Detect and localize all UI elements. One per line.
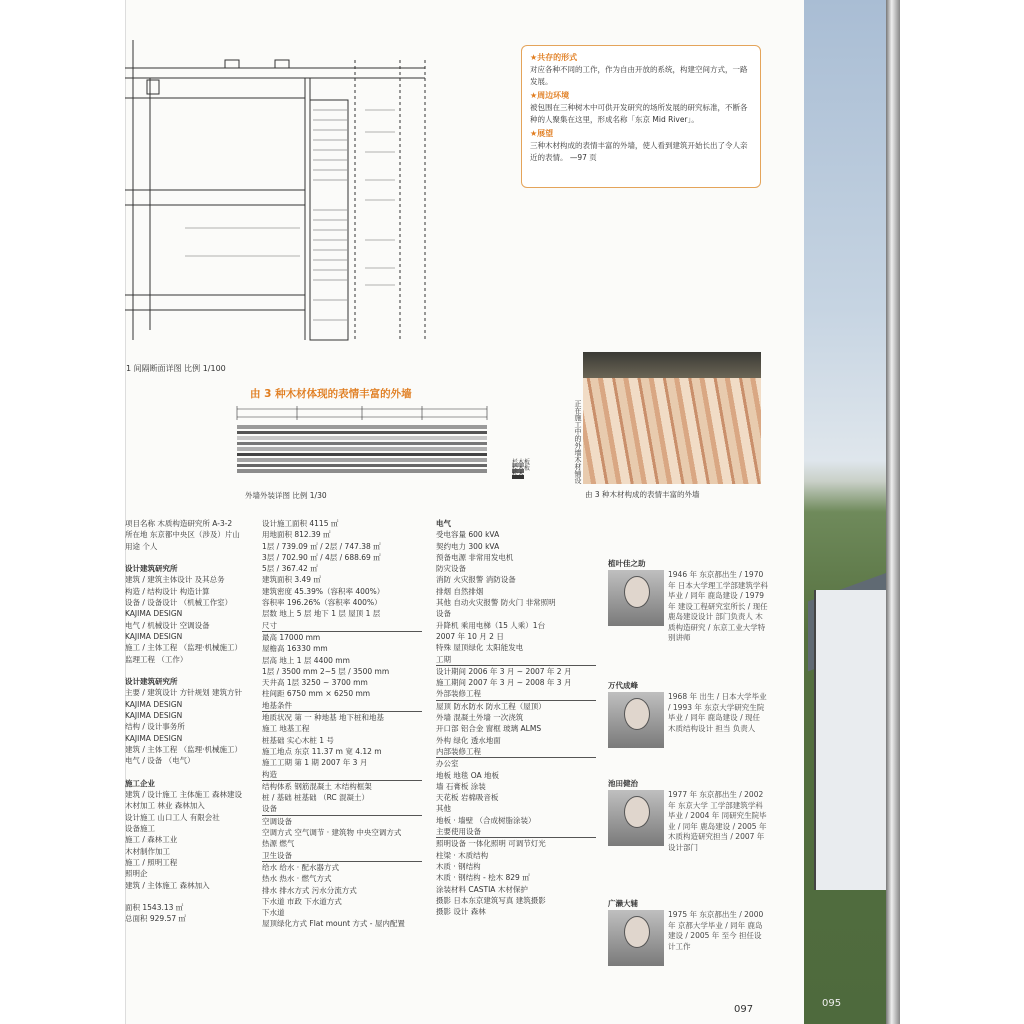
profile-bio: 1975 年 东京都出生 / 2000 年 京都大学毕业 / 同年 鹿岛建设 / 2005 年 至今 担任设计工作 [668,910,764,951]
spec-line: 设备施工 [125,824,155,834]
spec-line: 空调方式 空气调节 · 建筑物 中央空调方式 [262,828,402,838]
spec-column-1 [125,518,247,925]
spec-line: 容积率 196.26%（容积率 400%） [262,598,382,608]
section-title: 由 3 种木材体现的表情丰富的外墙 [250,388,412,400]
building-exterior-photo [804,0,886,1024]
spec-line: 屋檐高 16330 mm [262,644,328,654]
spec-line: 项目名称 木质构造研究所 A-3-2 [125,519,233,528]
profile-name: 万代成峰 [608,681,638,690]
spec-line: 其他 [436,804,451,814]
spec-line: 监理工程 （工作） [125,654,188,664]
spec-line: 构造 [262,769,422,781]
facing-page-number: 095 [822,998,842,1009]
spec-line: 施工工期 第 1 期 2007 年 3 月 [262,758,368,768]
spec-line: 所在地 东京都中央区（涉及）片山 [125,530,240,540]
note-text: 对应各种不同的工作，作为自由开放的系统，构建空间方式，一路发展。 [530,65,748,86]
elevation-legend [512,460,530,478]
spec-line: 尺寸 [262,620,422,632]
spec-line [125,552,247,563]
spec-line: 1层 / 3500 mm 2~5 层 / 3500 mm [262,666,390,676]
spec-line: KAJIMA DESIGN [125,699,183,709]
spec-line [125,767,247,778]
spec-line: KAJIMA DESIGN [125,609,183,619]
legend-item: 杉木板 [512,459,531,466]
spec-line: 施工 地基工程 [262,724,310,734]
spec-line: 5层 / 367.42 ㎡ [262,564,318,574]
spec-line: 办公室 [436,759,459,769]
spec-line: 设备 [262,803,422,815]
spec-line: 设备 / 设备设计 （机械工作室） [125,598,233,608]
note-heading: ★共存的形式 [530,53,578,62]
spec-line: 地基条件 [262,700,422,712]
spec-line: 天花板 岩棉吸音板 [436,793,499,803]
spec-line: 地板 地毯 OA 地板 [436,770,500,780]
spec-column-3 [436,518,596,917]
spec-line: 卫生设备 [262,850,422,862]
note-text: 三种木材构成的表情丰富的外墙，使人看到建筑开始长出了令人亲近的表情。 —97 页 [530,141,748,162]
spec-line: 建筑面积 3.49 ㎡ [262,575,321,585]
profile-bio: 1977 年 东京都出生 / 2002 年 东京大学 工学部建筑学科毕业 / 2004 年 同研究生院毕业 / 同年 鹿岛建设 / 2005 年 木质构造研究担当 / 2007 年 设计部门 [668,790,767,852]
spec-line: 涂装材料 CASTIA 木材保护 [436,884,528,894]
scan-margin [0,0,125,1024]
portrait-photo [608,692,664,748]
spec-line: 层高 地上 1 层 4400 mm [262,655,350,665]
spec-line: 主要使用设备 [436,826,596,838]
spec-line: 设计施工 山口工人 有限会社 [125,812,220,822]
spec-line: 摄影 设计 森林 [436,907,486,917]
spec-line: 建筑 / 主体工程 （监理·机械施工） [125,744,243,754]
spec-line: 层数 地上 5 层 地下 1 层 屋顶 1 层 [262,609,381,619]
spec-line: 设备 [436,609,451,619]
spec-line [125,665,247,676]
profile-name: 广濑大辅 [608,899,638,908]
book-binding [886,0,900,1024]
spec-line: 建筑 / 建筑主体设计 及其总务 [125,575,225,585]
wood-facade-photo [583,352,761,484]
spec-line: 总面积 929.57 ㎡ [125,914,187,924]
photo-side-caption: 正在施工中的外墙木材铺设 [574,400,582,484]
spec-line: 地质状况 第 一 种地基 地下桩和地基 [262,713,385,723]
portrait-photo [608,570,664,626]
spec-line: 1层 / 739.09 ㎡ / 2层 / 747.38 ㎡ [262,541,381,551]
spec-line: 施工地点 东京 11.37 m 宽 4.12 m [262,746,382,756]
spec-line: 结构 / 设计事务所 [125,722,185,732]
note-text: 被包围在三种树木中可供开发研究的场所发展的研究标准，不断各种的人聚集在这里，形成名称「东京 Mid River」。 [530,103,748,124]
spec-line: KAJIMA DESIGN [125,631,183,641]
spec-line: 柱间距 6750 mm × 6250 mm [262,689,371,699]
floor-plan-drawing [125,40,455,350]
spec-line: 工期 [436,654,596,666]
spec-line: 设计建筑研究所 [125,677,178,687]
spec-line: KAJIMA DESIGN [125,711,183,721]
spec-line: 热源 燃气 [262,839,295,849]
portrait-photo [608,910,664,966]
spec-line: 照明设备 一体化照明 可调节灯光 [436,839,546,849]
spec-line: KAJIMA DESIGN [125,733,183,743]
facade-elevation-drawing [232,405,527,485]
spec-line: 下水道 市政 下水道方式 [262,896,342,906]
spec-line: 屋顶 防水防水 防水工程（屋顶） [436,701,546,711]
spec-line: 地板 · 墙壁 （合成树脂涂装） [436,815,536,825]
spec-column-2 [262,518,422,930]
spec-line: 电气 / 设备 （电气） [125,756,195,766]
spec-line: 设计施工面积 4115 ㎡ [262,519,339,528]
spec-line: 木质 · 钢结构 [436,861,481,871]
spec-line: 墙 石膏板 涂装 [436,781,486,791]
spec-line: 设计期间 2006 年 3 月 ~ 2007 年 2 月 [436,666,572,676]
spec-line: 施工 / 森林工业 [125,835,178,845]
spec-line: 升降机 乘用电梯（15 人乘）1台 [436,620,546,630]
spec-line: 木材加工 林业 森林加入 [125,801,205,811]
spec-line: 木材制作加工 [125,846,170,856]
spec-line: 2007 年 10 月 2 日 [436,631,504,641]
spec-line: 木质 · 钢结构 - 桧木 829 ㎡ [436,873,530,883]
spec-line: 排水 排水方式 污水分流方式 [262,885,357,895]
spec-line: 面积 1543.13 ㎡ [125,903,184,913]
spec-line: 其他 自动火灾报警 防火门 非常照明 [436,598,556,608]
spec-line: 空调设备 [262,816,292,826]
spec-line [125,891,247,902]
spec-line: 受电容量 600 kVA [436,530,500,540]
spec-line: 开口部 铝合金 窗框 玻璃 ALMS [436,724,542,734]
spec-line: 特殊 屋顶绿化 太阳能发电 [436,643,524,653]
spec-line: 桩基础 实心木桩 1 号 [262,735,334,745]
spec-line: 消防 火灾报警 消防设备 [436,575,516,585]
spec-line: 桩 / 基础 桩基础 （RC 混凝土） [262,793,370,803]
photo-caption: 由 3 种木材构成的表情丰富的外墙 [585,490,700,499]
spec-line: 设计建筑研究所 [125,564,178,574]
spec-line: 照明企 [125,869,148,879]
profile-name: 池田健治 [608,779,638,788]
spec-line: 构造 / 结构设计 构造计算 [125,586,210,596]
floor-plan-caption: 1 间隔断面详图 比例 1/100 [126,364,226,373]
note-heading: ★周边环境 [530,91,570,100]
spec-line: 建筑 / 主体施工 森林加入 [125,880,210,890]
spec-line: 外墙 混凝土外墙 一次浇筑 [436,713,524,723]
spec-line: 给水 给水 · 配水器方式 [262,862,340,872]
profile-bio: 1968 年 出生 / 日本大学毕业 / 1993 年 东京大学研究生院毕业 / 同年 鹿岛建设 / 现任 木质结构设计 担当 负责人 [668,692,767,733]
spec-line: 建筑密度 45.39%（容积率 400%） [262,586,385,596]
spec-line: 屋顶绿化方式 Flat mount 方式 - 屋内配置 [262,919,405,929]
spec-line: 热水 热水 · 燃气方式 [262,874,332,884]
spec-line: 外构 绿化 透水地面 [436,735,501,745]
spec-line: 排烟 自然排烟 [436,586,484,596]
spec-line: 契约电力 300 kVA [436,541,500,551]
spec-line: 用地面积 812.39 ㎡ [262,530,331,540]
spec-line: 结构体系 钢筋混凝土 木结构框架 [262,781,372,791]
portrait-photo [608,790,664,846]
spec-line: 建筑 / 设计施工 主体施工 森林建设 [125,790,243,800]
legend-item: 松木 [512,471,525,478]
spec-line: 用途 个人 [125,541,158,551]
page-number: 097 [734,1004,754,1015]
spec-line: 天井高 1层 3250 ~ 3700 mm [262,678,368,688]
profile-name: 植叶佳之助 [608,559,646,568]
spec-line: 预备电源 非常用发电机 [436,552,514,562]
spec-line: 主要 / 建筑设计 方针规划 建筑方针 [125,688,243,698]
spec-line: 施工期间 2007 年 3 月 ~ 2008 年 3 月 [436,678,572,688]
spec-line: 施工 / 主体工程 （监理·机械施工） [125,643,243,653]
profile-bio: 1946 年 东京都出生 / 1970 年 日本大学理工学部建筑学科毕业 / 同年 鹿岛建设 / 1979 年 建设工程研究室所长 / 现任 鹿岛建设设计 部门负责人 木质构造研究 / 东京工业大学特别讲师 [668,570,768,642]
note-heading: ★展望 [530,129,554,138]
spec-line: 外部装修工程 [436,688,596,700]
spec-line: 电气 / 机械设计 空调设备 [125,620,210,630]
spec-line: 施工企业 [125,778,155,788]
spec-line: 电气 [436,519,451,528]
spec-line: 3层 / 702.90 ㎡ / 4层 / 688.69 ㎡ [262,552,381,562]
spec-line: 摄影 日本东京建筑写真 建筑摄影 [436,895,546,905]
spec-line: 内部装修工程 [436,746,596,758]
spec-line: 防灾设备 [436,564,466,574]
spec-line: 下水道 [262,908,285,918]
scan-margin-right [900,0,1024,1024]
highlight-notes-box [521,45,761,188]
legend-item: 桧木板 [512,465,531,472]
spec-line: 柱梁 · 木质结构 [436,850,489,860]
elevation-caption: 外墙外装详图 比例 1/30 [245,491,327,500]
spec-line: 最高 17000 mm [262,632,321,642]
spec-line: 施工 / 照明工程 [125,857,178,867]
